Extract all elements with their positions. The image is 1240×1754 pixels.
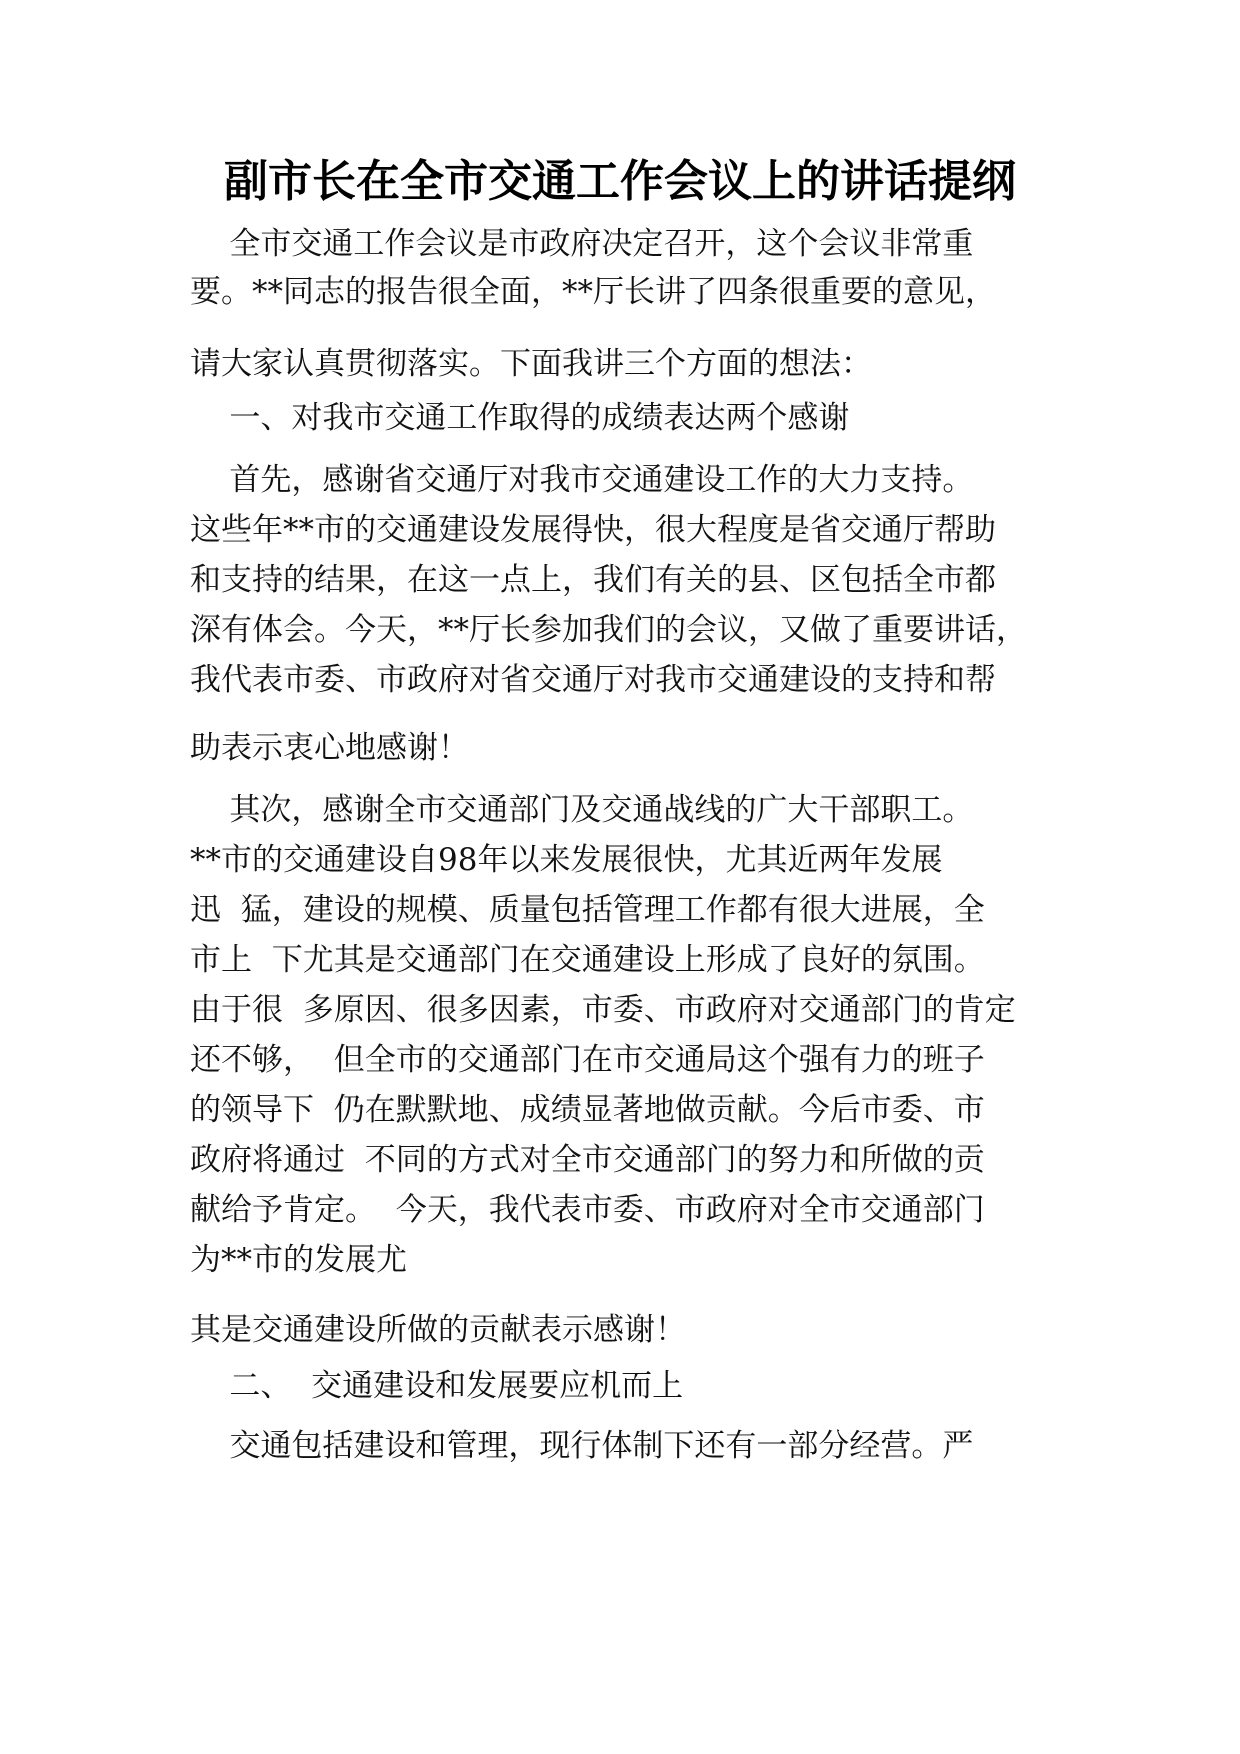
text-line-13: 迅 猛，建设的规模、质量包括管理工作都有很大进展，全 bbox=[190, 892, 985, 928]
text-line-10: 助表示衷心地感谢！ bbox=[190, 730, 469, 766]
text-line-15: 由于很 多原因、很多因素，市委、市政府对交通部门的肯定 bbox=[190, 992, 1016, 1028]
text-line-1: 全市交通工作会议是市政府决定召开，这个会议非常重 bbox=[190, 226, 974, 262]
text-line-11: 其次，感谢全市交通部门及交通战线的广大干部职工。 bbox=[190, 792, 974, 828]
text-line-23: 交通包括建设和管理，现行体制下还有一部分经营。严 bbox=[190, 1428, 974, 1464]
text-line-6: 这些年**市的交通建设发展得快，很大程度是省交通厅帮助 bbox=[190, 512, 996, 548]
text-line-7: 和支持的结果，在这一点上，我们有关的县、区包括全市都 bbox=[190, 562, 996, 598]
text-line-16: 还不够， 但全市的交通部门在市交通局这个强有力的班子 bbox=[190, 1042, 985, 1078]
text-line-21: 其是交通建设所做的贡献表示感谢！ bbox=[190, 1312, 686, 1348]
text-line-8: 深有体会。今天，**厅长参加我们的会议，又做了重要讲话， bbox=[190, 612, 1027, 648]
section-heading-2: 二、 交通建设和发展要应机而上 bbox=[190, 1368, 684, 1404]
text-line-9: 我代表市委、市政府对省交通厅对我市交通建设的支持和帮 bbox=[190, 662, 996, 698]
text-line-18: 政府将通过 不同的方式对全市交通部门的努力和所做的贡 bbox=[190, 1142, 985, 1178]
text-line-12: **市的交通建设自98年以来发展很快，尤其近两年发展 bbox=[190, 842, 943, 878]
text-line-19: 献给予肯定。 今天，我代表市委、市政府对全市交通部门 bbox=[190, 1192, 985, 1228]
section-heading-1: 一、对我市交通工作取得的成绩表达两个感谢 bbox=[190, 400, 850, 436]
text-line-2: 要。**同志的报告很全面，**厅长讲了四条很重要的意见， bbox=[190, 274, 996, 310]
text-line-3: 请大家认真贯彻落实。下面我讲三个方面的想法： bbox=[190, 346, 872, 382]
text-line-20: 为**市的发展尤 bbox=[190, 1242, 407, 1278]
page-title: 副市长在全市交通工作会议上的讲话提纲 bbox=[224, 156, 1016, 207]
text-line-5: 首先，感谢省交通厅对我市交通建设工作的大力支持。 bbox=[190, 462, 974, 498]
text-line-14: 市上 下尤其是交通部门在交通建设上形成了良好的氛围。 bbox=[190, 942, 985, 978]
text-line-17: 的领导下 仍在默默地、成绩显著地做贡献。今后市委、市 bbox=[190, 1092, 985, 1128]
